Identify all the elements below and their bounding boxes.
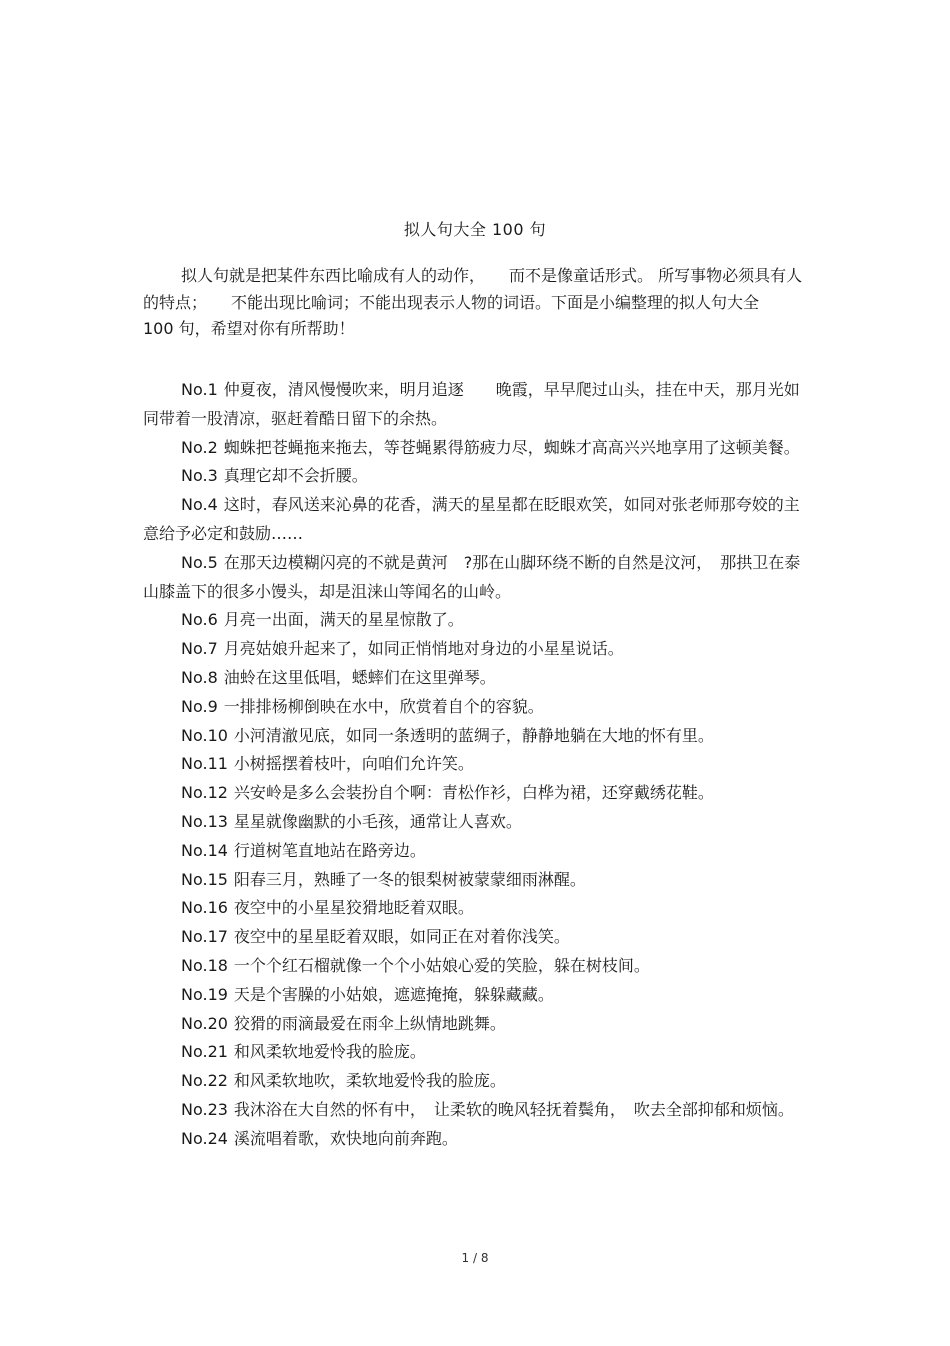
item-number: No.18 [181,955,228,975]
list-item [143,549,805,607]
list-item [143,1010,805,1039]
item-number: No.17 [181,927,228,947]
list-item [143,664,805,693]
item-number: No.1 [181,380,218,399]
list-item [143,894,805,923]
item-text: 阳春三月，熟睡了一冬的银梨树被蒙蒙细雨淋醒。 [233,869,586,889]
item-number: No.2 [181,437,218,457]
item-text: 我沐浴在大自然的怀有中， 让柔软的晚风轻抚着鬓角， 吹去全部抑郁和烦恼。 [233,1099,794,1119]
list-item [143,606,805,635]
item-number: No.3 [181,466,218,486]
item-text: 溪流唱着歌，欢快地向前奔跑。 [233,1128,458,1148]
list-item [143,434,805,463]
list-item [143,808,805,837]
item-text: 行道树笔直地站在路旁边。 [233,840,426,860]
item-text: 月亮一出面，满天的星星惊散了。 [223,610,464,630]
item-text: 一个个红石榴就像一个个小姑娘心爱的笑脸，躲在树枝间。 [233,955,650,975]
item-text: 在那天边模糊闪亮的不就是黄河 ?那在山脚环绕不断的自然是汶河， 那拱卫在泰山膝盖下的很多小馒头，却是沮涞山等闻名的山岭。 [143,552,801,601]
list-item [143,491,805,549]
list-item [143,779,805,808]
list-item [143,866,805,895]
list-item [143,750,805,779]
item-number: No.9 [181,696,218,716]
list-item [143,1096,805,1125]
item-text: 天是个害臊的小姑娘，遮遮掩掩，躲躲藏藏。 [233,984,554,1004]
item-number: No.7 [181,639,218,659]
list-item [143,837,805,866]
intro-paragraph: 拟人句就是把某件东西比喻成有人的动作， 而不是像童话形式。 所写事物必须具有人的特点； 不能出现比喻词；不能出现表示人物的词语。下面是小编整理的拟人句大全 100 句，希望对你有所帮助！ [143,266,803,338]
list-item [143,722,805,751]
item-number: No.4 [181,495,218,515]
item-number: No.15 [181,869,228,889]
item-text: 真理它却不会折腰。 [223,466,368,486]
item-text: 星星就像幽默的小毛孩，通常让人喜欢。 [233,811,522,831]
list-item [143,462,805,491]
list-item [143,1125,805,1154]
sentence-list [143,376,805,1154]
list-item [143,635,805,664]
list-item [143,693,805,722]
item-number: No.23 [181,1099,228,1119]
item-text: 这时，春风送来沁鼻的花香，满天的星星都在眨眼欢笑，如同对张老师那夸姣的主意给予必定和鼓励…… [143,495,800,543]
list-item [143,981,805,1010]
item-number: No.24 [181,1128,228,1148]
list-item [143,376,805,434]
item-text: 夜空中的小星星狡猾地眨着双眼。 [233,898,474,918]
item-text: 油蛉在这里低唱，蟋蟀们在这里弹琴。 [223,667,496,687]
list-item [143,923,805,952]
item-text: 小河清澈见底，如同一条透明的蓝绸子，静静地躺在大地的怀有里。 [233,725,714,745]
item-text: 夜空中的星星眨着双眼，如同正在对着你浅笑。 [233,927,570,947]
item-text: 和风柔软地爱怜我的脸庞。 [233,1042,426,1062]
item-number: No.16 [181,898,228,918]
item-number: No.10 [181,725,228,745]
item-number: No.8 [181,667,218,687]
item-number: No.12 [181,783,228,803]
item-text: 蜘蛛把苍蝇拖来拖去，等苍蝇累得筋疲力尽，蜘蛛才高高兴兴地享用了这顿美餐。 [223,437,800,457]
item-text: 兴安岭是多么会装扮自个啊：青松作衫，白桦为裙，还穿戴绣花鞋。 [233,783,714,803]
item-number: No.20 [181,1013,228,1033]
item-number: No.11 [181,754,228,774]
item-number: No.22 [181,1071,228,1091]
item-text: 小树摇摆着枝叶，向咱们允许笑。 [233,754,474,774]
item-number: No.5 [181,552,218,572]
list-item [143,1038,805,1067]
item-text: 和风柔软地吹，柔软地爱怜我的脸庞。 [233,1071,506,1091]
item-number: No.14 [181,840,228,860]
list-item [143,1067,805,1096]
item-number: No.21 [181,1042,228,1062]
page-number: 1 / 8 [461,1251,489,1265]
item-number: No.6 [181,610,218,630]
item-number: No.13 [181,811,228,831]
item-text: 一排排杨柳倒映在水中，欣赏着自个的容貌。 [223,696,544,716]
list-item [143,952,805,981]
item-text: 仲夏夜，清风慢慢吹来，明月追逐 晚霞，早早爬过山头，挂在中天，那月光如同带着一股清凉，驱赶着酷日留下的余热。 [143,380,800,428]
item-text: 狡猾的雨滴最爱在雨伞上纵情地跳舞。 [233,1013,506,1033]
item-text: 月亮姑娘升起来了，如同正悄悄地对身边的小星星说话。 [223,639,624,659]
page-title: 拟人句大全 100 句 [403,220,547,239]
item-number: No.19 [181,984,228,1004]
